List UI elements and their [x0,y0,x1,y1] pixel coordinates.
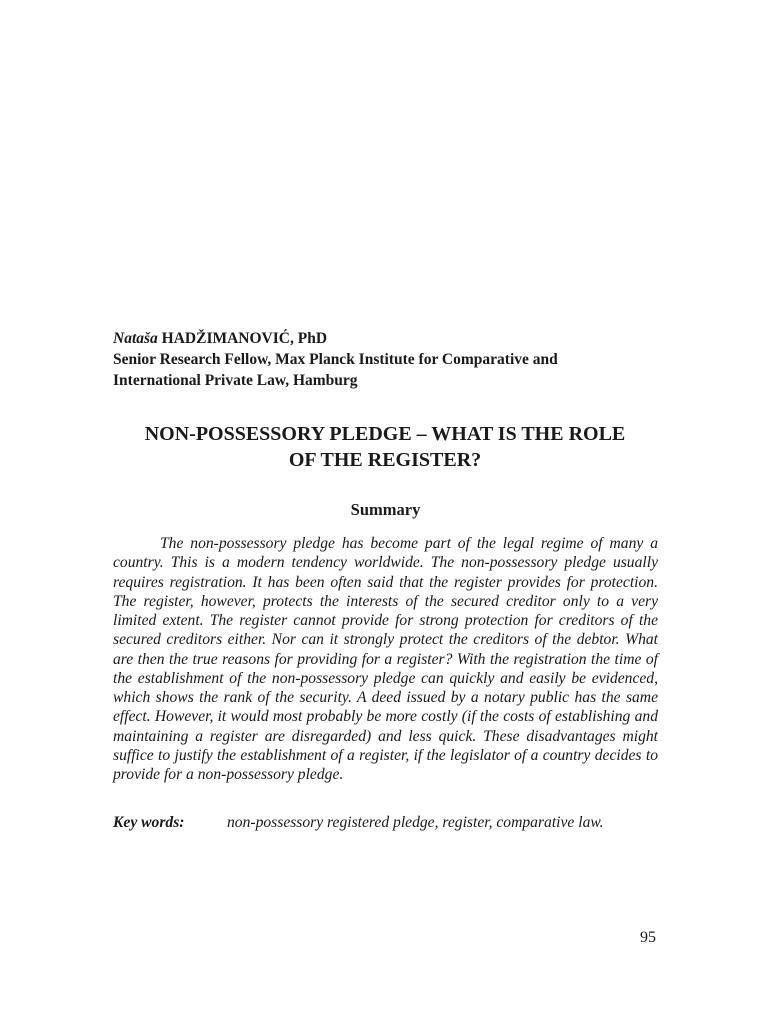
author-affiliation-line2: International Private Law, Hamburg [113,372,358,389]
keywords-label: Key words: [113,814,185,831]
keywords-value: non-possessory registered pledge, register, comparative law. [227,814,604,831]
author-block [113,328,658,391]
paper-title-line1: NON-POSSESSORY PLEDGE – WHAT IS THE ROLE [144,423,626,445]
paper-title [100,421,670,473]
author-given-name: Nataša [113,330,158,347]
page-number: 95 [640,929,656,946]
author-affiliation-line1: Senior Research Fellow, Max Planck Institute for Comparative and [113,351,558,368]
paper-title-line2: OF THE REGISTER? [288,449,482,471]
summary-body: The non-possessory pledge has become part of the legal regime of many a country. This is a modern tendency worldwide. The non-possessory pledge usually requires registration. It has been often said that the register provides for protection. The register, however, protects the interests of the secured creditor only to a very limited extent. The register cannot provide for strong protection for creditors of the secured creditors either. Nor can it strongly protect the creditors of the debtor. What are then the true reasons for providing for a register? With the registration the time of the establishment of the non-possessory pledge can quickly and easily be evidenced, which shows the rank of the security. A deed issued by a notary public has the same effect. However, it would most probably be more costly (if the costs of establishing and maintaining a register are disregarded) and less quick. These disadvantages might suffice to justify the establishment of a register, if the legislator of a country decides to provide for a non-possessory pledge. [113,535,658,783]
author-name [113,328,658,349]
keywords-line [113,813,658,833]
summary-heading: Summary [350,500,421,519]
author-surname-degree: HADŽIMANOVIĆ, PhD [161,330,328,347]
